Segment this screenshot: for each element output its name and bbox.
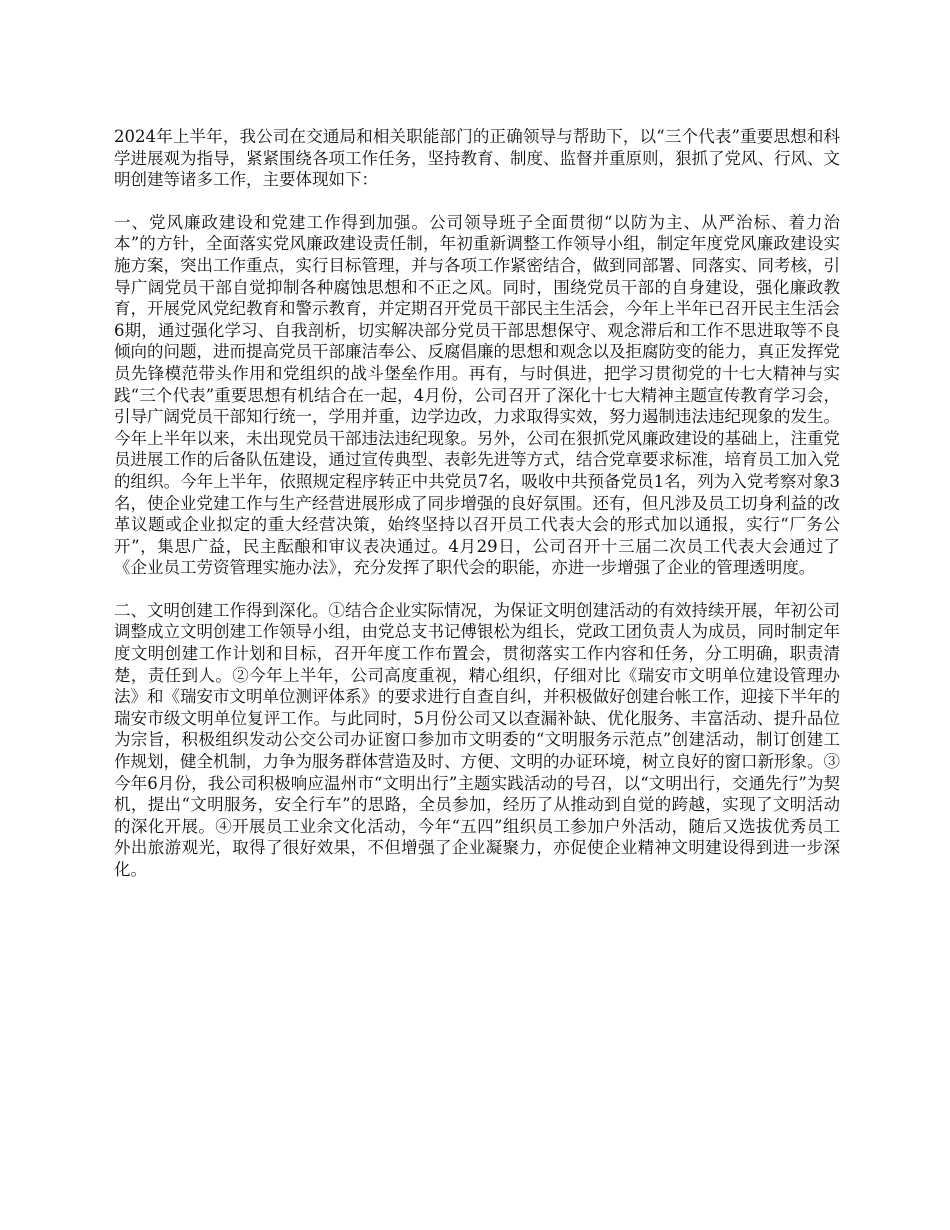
section-2-civilization-paragraph: 二、文明创建工作得到深化。①结合企业实际情况，为保证文明创建活动的有效持续开展，年初公司调整成立文明创建工作领导小组，由党总支书记傅银松为组长，党政工团负责人为成员，同时制定年度文明创建工作计划和目标，召开年度工作布置会，贯彻落实工作内容和任务，分工明确，职责清楚，责任到人。②今年上半年，公司高度重视，精心组织，仔细对比《瑞安市文明单位建设管理办法》和《瑞安市文明单位测评体系》的要求进行自查自纠，并积极做好创建台帐工作，迎接下半年的瑞安市级文明单位复评工作。与此同时，5月份公司又以查漏补缺、优化服务、丰富活动、提升品位为宗旨，积极组织发动公交公司办证窗口参加市文明委的“文明服务示范点”创建活动，制订创建工作规划，健全机制，力争为服务群体营造及时、方便、文明的办证环境，树立良好的窗口新形象。③今年6月份，我公司积极响应温州市“文明出行”主题实践活动的号召，以“文明出行，交通先行”为契机，提出“文明服务，安全行车”的思路，全员参加，经历了从推动到自觉的跨越，实现了文明活动的深化开展。④开展员工业余文化活动，今年“五四”组织员工参加户外活动，随后又选拔优秀员工外出旅游观光，取得了很好效果，不但增强了企业凝聚力，亦促使企业精神文明建设得到进一步深化。: [114, 600, 840, 879]
intro-paragraph: 2024年上半年，我公司在交通局和相关职能部门的正确领导与帮助下，以“三个代表”重要思想和科学进展观为指导，紧紧围绕各项工作任务，坚持教育、制度、监督并重原则，狠抓了党风、行风、文明创建等诸多工作，主要体现如下：: [114, 127, 840, 190]
section-1-party-building-paragraph: 一、党风廉政建设和党建工作得到加强。公司领导班子全面贯彻“以防为主、从严治标、着力治本”的方针，全面落实党风廉政建设责任制，年初重新调整工作领导小组，制定年度党风廉政建设实施方案，突出工作重点，实行目标管理，并与各项工作紧密结合，做到同部署、同落实、同考核，引导广阔党员干部自觉抑制各种腐蚀思想和不正之风。同时，围绕党员干部的自身建设，强化廉政教育，开展党风党纪教育和警示教育，并定期召开党员干部民主生活会，今年上半年已召开民主生活会6期，通过强化学习、自我剖析，切实解决部分党员干部思想保守、观念滞后和工作不思进取等不良倾向的问题，进而提高党员干部廉洁奉公、反腐倡廉的思想和观念以及拒腐防变的能力，真正发挥党员先锋模范带头作用和党组织的战斗堡垒作用。再有，与时俱进，把学习贯彻党的十七大精神与实践“三个代表”重要思想有机结合在一起，4月份，公司召开了深化十七大精神主题宣传教育学习会，引导广阔党员干部知行统一，学用并重，边学边改，力求取得实效，努力遏制违法违纪现象的发生。今年上半年以来，未出现党员干部违法违纪现象。另外，公司在狠抓党风廉政建设的基础上，注重党员进展工作的后备队伍建设，通过宣传典型、表彰先进等方式，结合党章要求标准，培育员工加入党的组织。今年上半年，依照规定程序转正中共党员7名，吸收中共预备党员1名，列为入党考察对象3名，使企业党建工作与生产经营进展形成了同步增强的良好氛围。还有，但凡涉及员工切身利益的改革议题或企业拟定的重大经营决策，始终坚持以召开员工代表大会的形式加以通报，实行“厂务公开”，集思广益，民主酝酿和审议表决通过。4月29日，公司召开十三届二次员工代表大会通过了《企业员工劳资管理实施办法》，充分发挥了职代会的职能，亦进一步增强了企业的管理透明度。: [114, 212, 840, 578]
document-page: [114, 126, 840, 902]
